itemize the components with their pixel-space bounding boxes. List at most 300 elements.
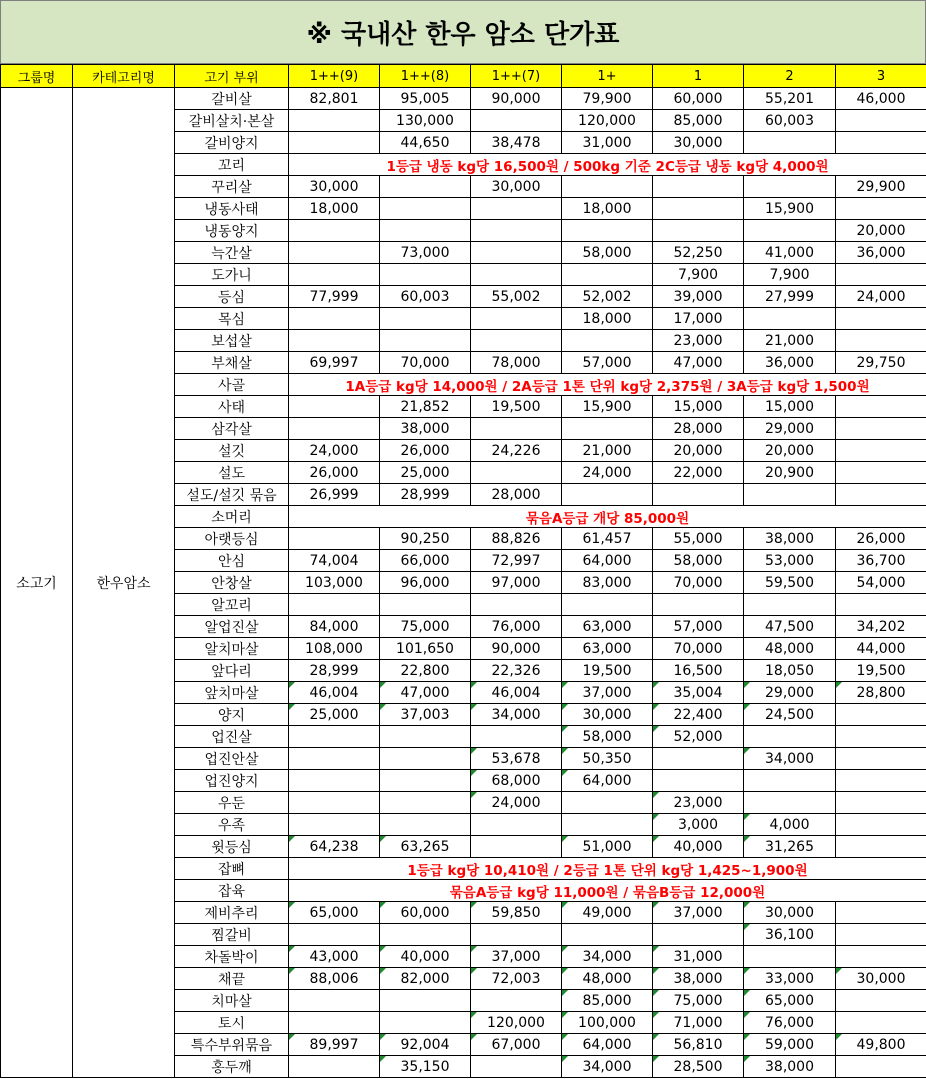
price-cell [380,264,471,286]
price-cell [380,726,471,748]
price-cell [836,814,926,836]
price-cell: 38,000 [653,968,744,990]
price-cell: 47,000 [380,682,471,704]
price-cell [289,418,380,440]
category-cell: 한우암소 [73,88,175,1078]
part-cell: 꼬리 [175,154,289,176]
price-cell [836,924,926,946]
note-cell: 1등급 냉동 kg당 16,500원 / 500kg 기준 2C등급 냉동 kg당 4,000원 [289,154,926,176]
part-cell: 잡육 [175,880,289,902]
price-cell: 24,000 [471,792,562,814]
price-cell: 83,000 [562,572,653,594]
price-cell: 58,000 [562,726,653,748]
part-cell: 꾸리살 [175,176,289,198]
price-cell [289,792,380,814]
header-cell: 고기 부위 [175,65,289,88]
part-cell: 삼각살 [175,418,289,440]
price-cell: 64,000 [562,1034,653,1056]
price-cell: 18,000 [562,198,653,220]
price-cell [836,418,926,440]
price-cell: 60,000 [653,88,744,110]
part-cell: 양지 [175,704,289,726]
price-cell: 29,750 [836,352,926,374]
price-cell [744,594,836,616]
price-cell [836,748,926,770]
price-cell: 55,201 [744,88,836,110]
price-cell [380,748,471,770]
price-cell [562,264,653,286]
price-cell: 70,000 [653,572,744,594]
price-cell [289,814,380,836]
price-cell: 44,650 [380,132,471,154]
part-cell: 목심 [175,308,289,330]
price-cell [471,110,562,132]
price-cell: 22,400 [653,704,744,726]
price-cell: 96,000 [380,572,471,594]
price-cell: 36,700 [836,550,926,572]
price-cell [836,902,926,924]
price-cell: 18,000 [289,198,380,220]
price-cell [744,484,836,506]
price-cell: 7,900 [744,264,836,286]
price-cell [380,308,471,330]
price-cell [380,330,471,352]
price-cell: 65,000 [289,902,380,924]
price-cell [471,836,562,858]
part-cell: 찜갈비 [175,924,289,946]
price-cell: 26,000 [836,528,926,550]
part-cell: 늑간살 [175,242,289,264]
price-cell [744,792,836,814]
price-cell: 15,000 [744,396,836,418]
price-cell: 30,000 [653,132,744,154]
price-cell: 60,003 [380,286,471,308]
price-cell [653,220,744,242]
price-cell: 90,250 [380,528,471,550]
price-cell [744,132,836,154]
price-cell [289,770,380,792]
price-cell: 68,000 [471,770,562,792]
price-cell: 90,000 [471,88,562,110]
price-cell [289,924,380,946]
price-cell [380,792,471,814]
price-cell: 61,457 [562,528,653,550]
price-cell: 100,000 [562,1012,653,1034]
price-cell: 15,900 [744,198,836,220]
price-cell [289,132,380,154]
part-cell: 업진안살 [175,748,289,770]
note-cell: 1등급 kg당 10,410원 / 2등급 1톤 단위 kg당 1,425~1,900원 [289,858,926,880]
price-cell: 48,000 [562,968,653,990]
header-cell: 그룹명 [1,65,73,88]
price-cell [471,330,562,352]
price-cell: 16,500 [653,660,744,682]
price-cell: 58,000 [562,242,653,264]
price-cell [836,110,926,132]
price-cell [562,484,653,506]
price-cell [289,220,380,242]
price-cell [653,594,744,616]
price-cell [289,990,380,1012]
price-cell: 90,000 [471,638,562,660]
part-cell: 우둔 [175,792,289,814]
price-cell [836,330,926,352]
price-cell [289,308,380,330]
price-cell: 29,000 [744,682,836,704]
price-cell [471,308,562,330]
price-cell: 77,999 [289,286,380,308]
price-cell: 97,000 [471,572,562,594]
price-cell: 34,000 [562,946,653,968]
price-cell: 37,000 [471,946,562,968]
price-cell: 15,900 [562,396,653,418]
price-cell [471,1056,562,1078]
price-cell: 64,238 [289,836,380,858]
price-cell: 28,999 [380,484,471,506]
part-cell: 갈비양지 [175,132,289,154]
price-cell [471,220,562,242]
note-cell: 묶음A등급 kg당 11,000원 / 묶음B등급 12,000원 [289,880,926,902]
price-cell: 43,000 [289,946,380,968]
price-cell [471,242,562,264]
price-cell: 53,678 [471,748,562,770]
price-cell: 57,000 [562,352,653,374]
price-cell [744,176,836,198]
price-cell [836,462,926,484]
price-cell: 46,004 [471,682,562,704]
price-cell: 120,000 [471,1012,562,1034]
price-cell: 49,000 [562,902,653,924]
price-cell: 30,000 [836,968,926,990]
price-cell: 71,000 [653,1012,744,1034]
price-cell: 38,000 [744,1056,836,1078]
price-cell [289,110,380,132]
part-cell: 치마살 [175,990,289,1012]
price-cell [836,264,926,286]
price-cell: 52,002 [562,286,653,308]
price-cell [653,924,744,946]
price-cell: 22,000 [653,462,744,484]
price-cell [380,924,471,946]
price-cell [380,770,471,792]
price-cell: 88,826 [471,528,562,550]
price-cell: 54,000 [836,572,926,594]
header-cell: 1 [653,65,744,88]
price-cell: 28,500 [653,1056,744,1078]
price-cell: 25,000 [380,462,471,484]
price-cell [562,176,653,198]
price-cell [380,594,471,616]
price-cell [653,484,744,506]
part-cell: 업진양지 [175,770,289,792]
part-cell: 설깃 [175,440,289,462]
price-cell [836,440,926,462]
price-cell [836,704,926,726]
price-cell: 28,800 [836,682,926,704]
price-cell: 38,478 [471,132,562,154]
price-cell: 76,000 [744,1012,836,1034]
part-cell: 사태 [175,396,289,418]
price-cell: 63,000 [562,616,653,638]
price-cell: 108,000 [289,638,380,660]
price-cell: 82,000 [380,968,471,990]
part-cell: 아랫등심 [175,528,289,550]
price-cell [836,198,926,220]
header-row [1,65,926,88]
price-cell: 103,000 [289,572,380,594]
part-cell: 냉동사태 [175,198,289,220]
price-cell: 63,000 [562,638,653,660]
price-cell [562,792,653,814]
price-cell: 69,997 [289,352,380,374]
price-cell: 31,000 [653,946,744,968]
price-cell: 46,000 [836,88,926,110]
price-cell: 84,000 [289,616,380,638]
price-cell: 23,000 [653,330,744,352]
price-cell: 39,000 [653,286,744,308]
price-cell: 36,000 [836,242,926,264]
price-cell [653,770,744,792]
price-cell [471,462,562,484]
price-cell: 85,000 [653,110,744,132]
part-cell: 부채살 [175,352,289,374]
price-cell: 101,650 [380,638,471,660]
price-cell: 36,000 [744,352,836,374]
price-cell: 7,900 [653,264,744,286]
group-cell: 소고기 [1,88,73,1078]
price-cell: 22,800 [380,660,471,682]
price-cell: 51,000 [562,836,653,858]
page-title: ※ 국내산 한우 암소 단가표 [1,1,926,64]
price-cell: 19,500 [562,660,653,682]
price-cell: 36,100 [744,924,836,946]
price-cell [562,418,653,440]
price-cell: 28,999 [289,660,380,682]
price-cell [289,330,380,352]
table-row [1,88,926,110]
header-cell: 1++(8) [380,65,471,88]
part-cell: 채끝 [175,968,289,990]
header-cell: 1+ [562,65,653,88]
part-cell: 알치마살 [175,638,289,660]
price-cell [836,836,926,858]
price-cell: 24,000 [289,440,380,462]
price-cell: 85,000 [562,990,653,1012]
price-cell [836,308,926,330]
price-cell [471,990,562,1012]
price-cell: 26,999 [289,484,380,506]
price-cell: 70,000 [653,638,744,660]
price-cell [836,484,926,506]
price-cell: 29,900 [836,176,926,198]
price-cell [471,924,562,946]
price-cell: 89,997 [289,1034,380,1056]
price-cell [562,330,653,352]
price-cell [289,264,380,286]
price-cell [380,176,471,198]
price-cell: 58,000 [653,550,744,572]
price-cell [471,594,562,616]
price-cell: 60,000 [380,902,471,924]
price-cell [562,594,653,616]
part-cell: 보섭살 [175,330,289,352]
price-cell [744,220,836,242]
price-cell: 22,326 [471,660,562,682]
part-cell: 안심 [175,550,289,572]
price-cell: 64,000 [562,550,653,572]
price-cell: 30,000 [562,704,653,726]
price-cell [289,396,380,418]
price-cell: 57,000 [653,616,744,638]
price-cell: 53,000 [744,550,836,572]
price-cell: 24,226 [471,440,562,462]
price-cell: 18,000 [562,308,653,330]
price-cell [380,814,471,836]
price-cell [289,594,380,616]
price-cell: 29,000 [744,418,836,440]
price-cell: 70,000 [380,352,471,374]
price-cell: 47,500 [744,616,836,638]
price-cell: 26,000 [289,462,380,484]
price-cell: 75,000 [380,616,471,638]
price-cell: 41,000 [744,242,836,264]
price-cell: 28,000 [653,418,744,440]
price-cell [653,198,744,220]
price-cell: 72,003 [471,968,562,990]
header-cell: 카테고리명 [73,65,175,88]
price-cell: 92,004 [380,1034,471,1056]
price-cell: 56,810 [653,1034,744,1056]
note-cell: 1A등급 kg당 14,000원 / 2A등급 1톤 단위 kg당 2,375원 / 3A등급 kg당 1,500원 [289,374,926,396]
price-cell [744,946,836,968]
price-cell: 73,000 [380,242,471,264]
price-cell: 120,000 [562,110,653,132]
price-cell [836,1012,926,1034]
price-cell: 31,000 [562,132,653,154]
price-cell: 37,003 [380,704,471,726]
price-cell: 67,000 [471,1034,562,1056]
part-cell: 특수부위묶음 [175,1034,289,1056]
price-cell: 59,500 [744,572,836,594]
price-cell [836,726,926,748]
price-cell: 60,003 [744,110,836,132]
price-cell [471,814,562,836]
price-cell [562,814,653,836]
price-cell: 30,000 [744,902,836,924]
price-cell: 18,050 [744,660,836,682]
part-cell: 소머리 [175,506,289,528]
part-cell: 냉동양지 [175,220,289,242]
price-cell: 76,000 [471,616,562,638]
price-cell [836,946,926,968]
price-cell: 44,000 [836,638,926,660]
price-cell: 34,000 [562,1056,653,1078]
price-cell: 82,801 [289,88,380,110]
price-cell: 23,000 [653,792,744,814]
price-cell: 34,202 [836,616,926,638]
price-cell [289,1012,380,1034]
price-cell: 95,005 [380,88,471,110]
price-cell: 25,000 [289,704,380,726]
price-cell [744,308,836,330]
price-cell [836,990,926,1012]
price-cell: 37,000 [653,902,744,924]
price-cell: 130,000 [380,110,471,132]
price-cell [836,396,926,418]
part-cell: 앞치마살 [175,682,289,704]
price-cell [289,242,380,264]
part-cell: 잡뼈 [175,858,289,880]
header-cell: 2 [744,65,836,88]
price-cell: 65,000 [744,990,836,1012]
price-cell: 40,000 [380,946,471,968]
price-cell: 79,900 [562,88,653,110]
price-cell [744,770,836,792]
price-cell [653,748,744,770]
price-cell: 35,150 [380,1056,471,1078]
price-cell: 50,350 [562,748,653,770]
price-cell: 28,000 [471,484,562,506]
price-cell [289,1056,380,1078]
price-cell: 17,000 [653,308,744,330]
part-cell: 앞다리 [175,660,289,682]
price-cell [471,264,562,286]
price-cell: 52,250 [653,242,744,264]
price-cell: 49,800 [836,1034,926,1056]
price-cell: 20,900 [744,462,836,484]
price-cell [380,990,471,1012]
price-cell: 24,500 [744,704,836,726]
price-cell: 47,000 [653,352,744,374]
price-cell: 88,006 [289,968,380,990]
price-cell: 15,000 [653,396,744,418]
price-cell [836,132,926,154]
price-cell: 59,000 [744,1034,836,1056]
price-cell: 35,004 [653,682,744,704]
note-cell: 묶음A등급 개당 85,000원 [289,506,926,528]
price-cell: 34,000 [471,704,562,726]
part-cell: 설도 [175,462,289,484]
price-cell: 19,500 [471,396,562,418]
part-cell: 갈비살치·본살 [175,110,289,132]
price-cell [744,726,836,748]
price-cell: 33,000 [744,968,836,990]
price-cell [471,726,562,748]
price-cell [836,594,926,616]
price-cell: 19,500 [836,660,926,682]
price-cell [471,418,562,440]
price-cell: 40,000 [653,836,744,858]
price-cell [653,176,744,198]
price-cell: 31,265 [744,836,836,858]
price-cell: 20,000 [744,440,836,462]
price-cell [836,1056,926,1078]
price-cell: 46,004 [289,682,380,704]
price-cell [380,198,471,220]
price-cell [836,792,926,814]
price-cell [380,1012,471,1034]
price-cell: 3,000 [653,814,744,836]
price-cell: 4,000 [744,814,836,836]
price-table [0,64,926,1078]
price-cell: 30,000 [289,176,380,198]
part-cell: 사골 [175,374,289,396]
price-cell: 21,000 [562,440,653,462]
part-cell: 등심 [175,286,289,308]
part-cell: 토시 [175,1012,289,1034]
price-cell [562,220,653,242]
price-cell [289,528,380,550]
